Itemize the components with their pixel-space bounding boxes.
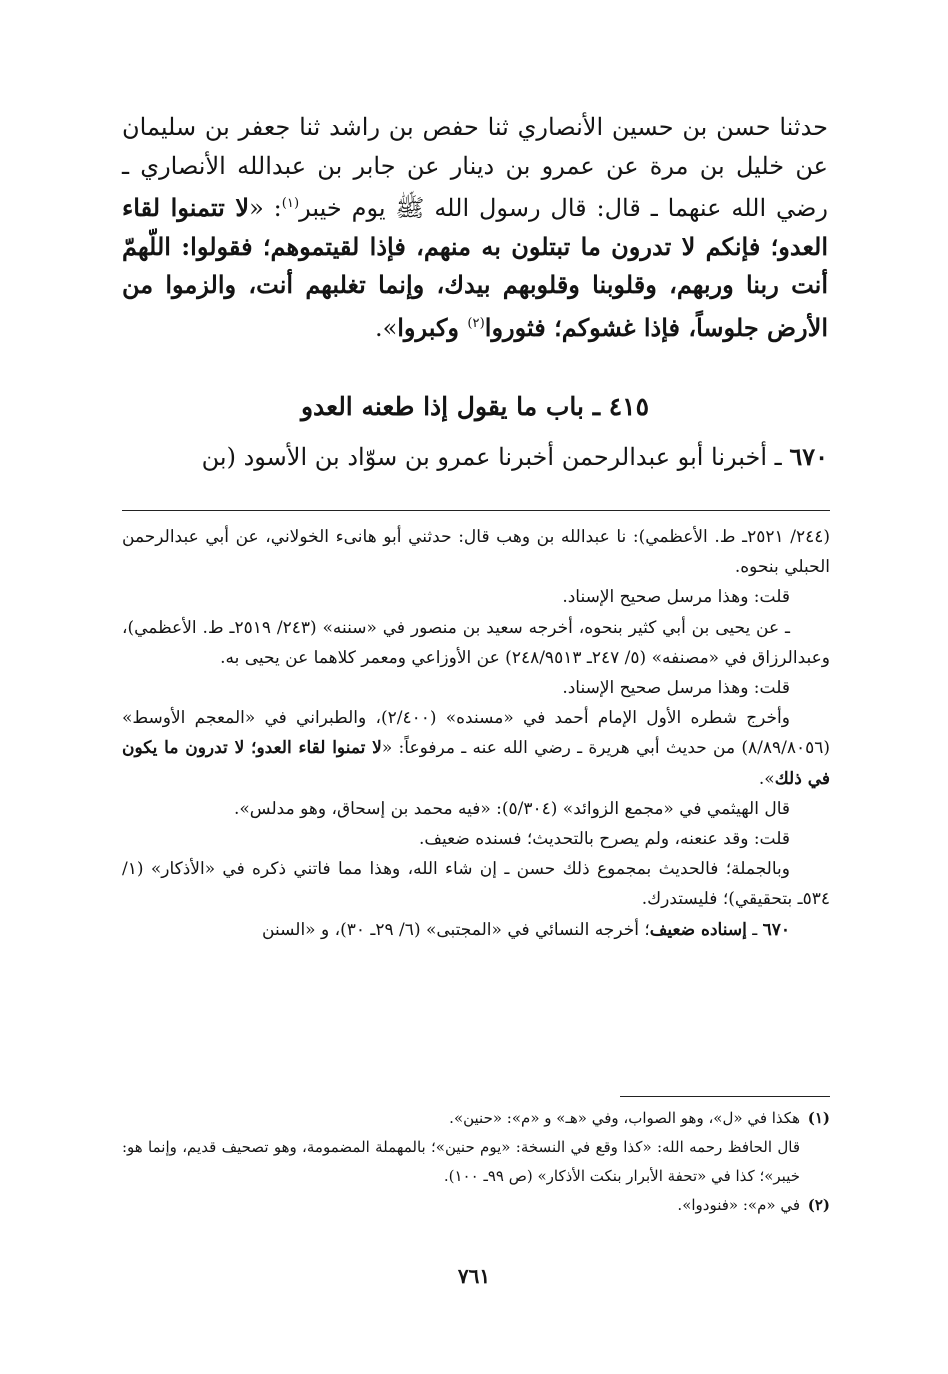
note-bold-quote: لا تمنوا لقاء العدو؛ لا تدرون ما يكون في ذلك [122,738,830,789]
footnote-text: في «م»: «فنودوا». [677,1196,800,1214]
footnote-marker-1[interactable]: (١) [281,196,300,211]
chapter-heading: ٤١٥ ـ باب ما يقول إذا طعنه العدو [300,392,650,421]
footnote-divider [620,1096,830,1097]
note-number: ٦٧٠ [762,919,790,940]
note-paragraph [122,703,830,794]
hadith-number: ٦٧٠ [789,442,828,471]
hadith-670-start [122,438,828,476]
quote-close: ». [374,313,398,342]
footnote-marker-2[interactable]: (٢) [467,315,485,331]
note-paragraph: (٢٤٤/ ٢٥٢١ـ ط. الأعظمي): نا عبدالله بن وهب قال: حدثني أبو هانىء الخولاني، عن أبي عبدالرحمن الحبلي بنحوه. [122,527,830,578]
note-paragraph: قلت: وقد عنعنه، ولم يصرح بالتحديث؛ فسنده ضعيف. [419,829,790,850]
note-paragraph: قلت: وهذا مرسل صحيح الإسناد. [562,587,790,608]
note-paragraph: ـ عن يحيى بن أبي كثير بنحوه، أخرجه سعيد بن منصور في «سننه» (٢٤٣/ ٢٥١٩ـ ط. الأعظمي)، وعبدالرزاق في «مصنفه» (٥/ ٢٤٧ـ ٢٤٨/٩٥١٣) عن الأوزاعي ومعمر كلاهما عن يحيى به. [122,617,830,668]
footnote-1 [122,1104,830,1133]
note-bold: إسناده ضعيف [649,919,747,940]
note-paragraph: قال الهيثمي في «مجمع الزوائد» (٥/٣٠٤): «فيه محمد بن إسحاق، وهو مدلس». [234,798,790,819]
footnote-text: هكذا في «ل»، وهو الصواب، وفي «هـ» و «م»: «حنين». [449,1109,800,1127]
page-number: ٧٦١ [457,1264,491,1288]
hadith-matn: لا تتمنوا لقاء العدو؛ فإنكم لا تدرون ما تبتلون به منهم، فإذا لقيتموهم؛ فقولوا: اللّهمّ أنت ربنا وربهم، وقلوبنا وقلوبهم بيدك، وإنما تغلبهم أنت، والزموا من الأرض جلوساً، فإذا غشوكم؛ فثوروا [122,193,828,342]
footnote-1-continuation: قال الحافظ رحمه الله: «كذا وقع في النسخة: «يوم حنين»؛ بالمهملة المضمومة، وهو تصحيف قديم، وإنما هو: خيبر»؛ كذا في «تحفة الأبرار بنكت الأذكار» (ص ٩٩ـ ١٠٠). [122,1138,800,1185]
takhrij-notes [122,522,830,945]
main-text [122,108,828,347]
footnote-number: (٢) [807,1196,830,1214]
footnote-number: (١) [807,1109,830,1127]
note-text: وأخرج شطره الأول الإمام أحمد في «مسنده» (٢/٤٠٠)، والطبراني في «المعجم الأوسط» (٨/٨٩/٨٠٥٦) من حديث أبي هريرة ـ رضي الله عنه ـ مرفوعاً: « [122,708,830,759]
note-text: ؛ أخرجه النسائي في «المجتبى» (٦/ ٢٩ـ ٣٠)، و «السنن [262,919,650,940]
note-text: ». [758,768,775,789]
hadith-matn-end: وكبروا [397,312,468,342]
hadith-670-text: ـ أخبرنا أبو عبدالرحمن أخبرنا عمرو بن سوّاد بن الأسود (بن [201,443,790,471]
notes-divider [122,510,830,511]
quote-open: : « [249,194,282,222]
note-paragraph [122,915,830,945]
note-paragraph: وبالجملة؛ فالحديث بمجموع ذلك حسن ـ إن شاء الله، وهذا مما فاتني ذكره في «الأذكار» (١/ ٥٣٤ـ بتحقيقي)؛ فليستدرك. [122,859,830,910]
isnad-text: حدثنا حسن بن حسين الأنصاري ثنا حفص بن راشد ثنا جعفر بن سليمان عن خليل بن مرة عن عمرو بن دينار عن جابر بن عبدالله الأنصاري ـ رضي الله عنهما ـ قال: قال رسول الله ﷺ يوم خيبر [122,113,829,222]
footnotes [122,1104,830,1220]
note-paragraph: قلت: وهذا مرسل صحيح الإسناد. [562,678,790,699]
footnote-2 [122,1191,830,1220]
note-text: ـ [746,919,763,940]
hadith-669-body [122,108,828,347]
